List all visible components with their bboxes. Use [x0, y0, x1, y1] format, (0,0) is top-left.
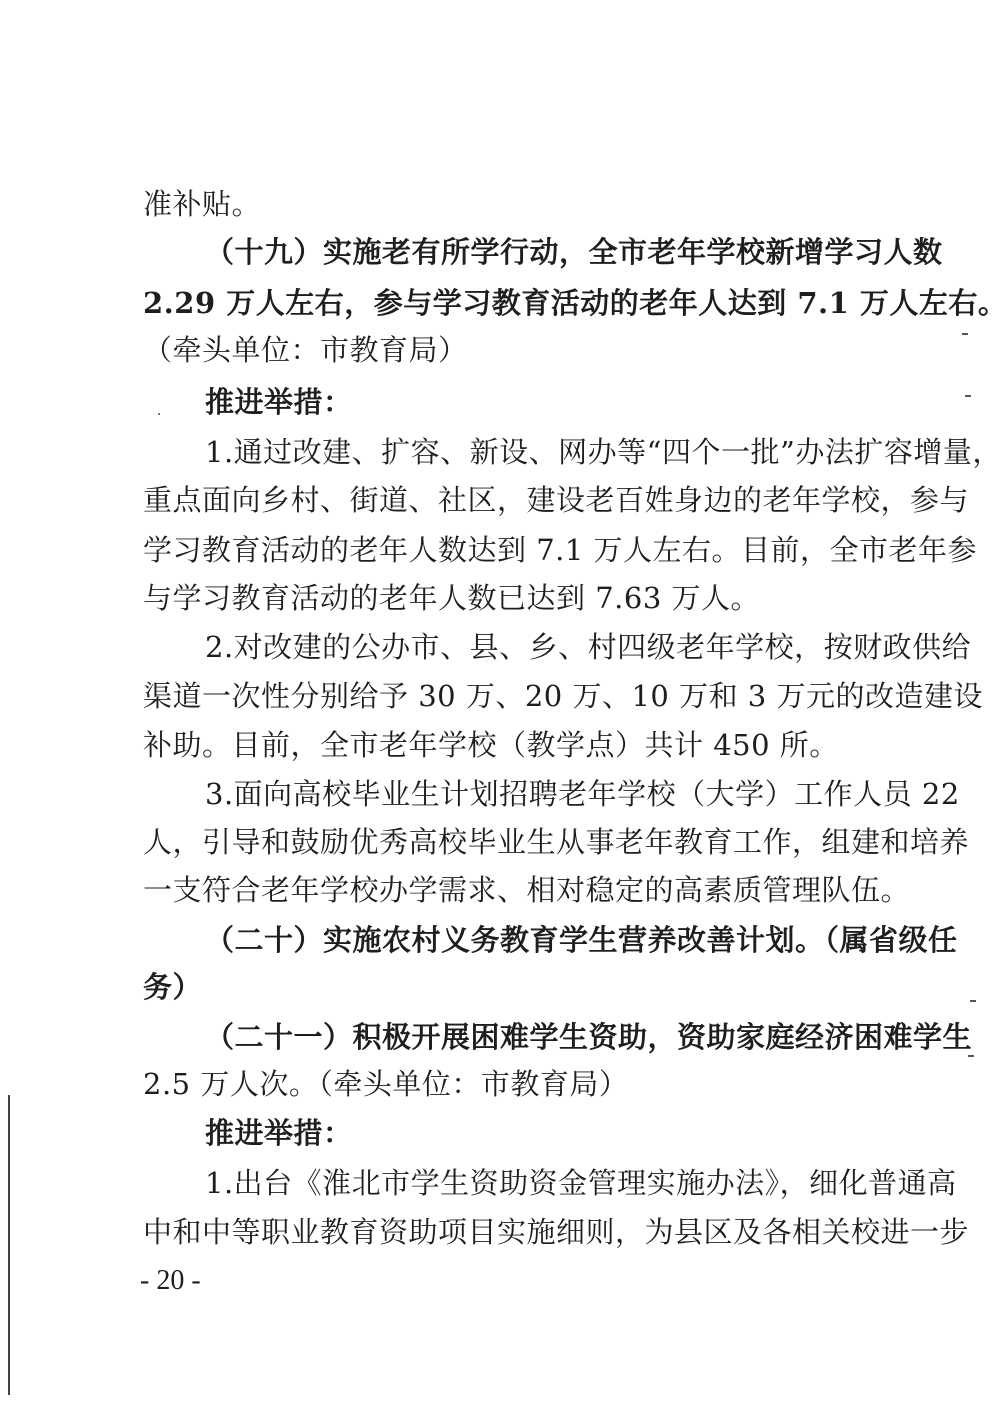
subheading: 推进举措：	[205, 385, 353, 419]
text-line: 与学习教育活动的老年人数已达到 7.63 万人。	[143, 581, 761, 615]
text-line: 渠道一次性分别给予 30 万、20 万、10 万和 3 万元的改造建设	[143, 679, 983, 713]
text-line: 重点面向乡村、街道、社区，建设老百姓身边的老年学校，参与	[143, 483, 970, 517]
scan-mark	[965, 395, 971, 397]
lead-unit: （牵头单位：市教育局）	[143, 333, 468, 367]
text-line: 补助。目前，全市老年学校（教学点）共计 450 所。	[143, 728, 839, 762]
text-line: 人，引导和鼓励优秀高校毕业生从事老年教育工作，组建和培养	[143, 825, 970, 859]
section-heading: 务）	[143, 970, 203, 1004]
scan-mark	[968, 1055, 974, 1057]
scan-speck	[158, 413, 160, 415]
subheading: 推进举措：	[205, 1116, 353, 1150]
section-heading: （十九）实施老有所学行动，全市老年学校新增学习人数	[205, 235, 943, 269]
section-heading: 2.29 万人左右，参与学习教育活动的老年人达到 7.1 万人左右。	[143, 286, 1007, 320]
scan-edge-line	[8, 1095, 10, 1395]
text-line: 中和中等职业教育资助项目实施细则，为县区及各相关校进一步	[143, 1215, 970, 1249]
section-heading: （二十一）积极开展困难学生资助，资助家庭经济困难学生	[205, 1020, 973, 1054]
scan-mark	[962, 333, 968, 335]
text-line: 2.对改建的公办市、县、乡、村四级老年学校，按财政供给	[205, 630, 972, 664]
text-line: 1.出台《淮北市学生资助资金管理实施办法》，细化普通高	[205, 1166, 957, 1200]
text-line: 1.通过改建、扩容、新设、网办等“四个一批”办法扩容增量，	[205, 435, 1002, 469]
scan-mark	[970, 1000, 976, 1002]
text-line: 准补贴。	[143, 187, 262, 221]
text-line: 学习教育活动的老年人数达到 7.1 万人左右。目前，全市老年参	[143, 533, 978, 567]
text-line: 一支符合老年学校办学需求、相对稳定的高素质管理队伍。	[143, 873, 911, 907]
section-heading: 2.5 万人次。（牵头单位：市教育局）	[143, 1067, 629, 1101]
page-number: - 20 -	[140, 1265, 201, 1296]
text-line: 3.面向高校毕业生计划招聘老年学校（大学）工作人员 22	[205, 777, 960, 811]
section-heading: （二十）实施农村义务教育学生营养改善计划。（属省级任	[205, 923, 958, 957]
